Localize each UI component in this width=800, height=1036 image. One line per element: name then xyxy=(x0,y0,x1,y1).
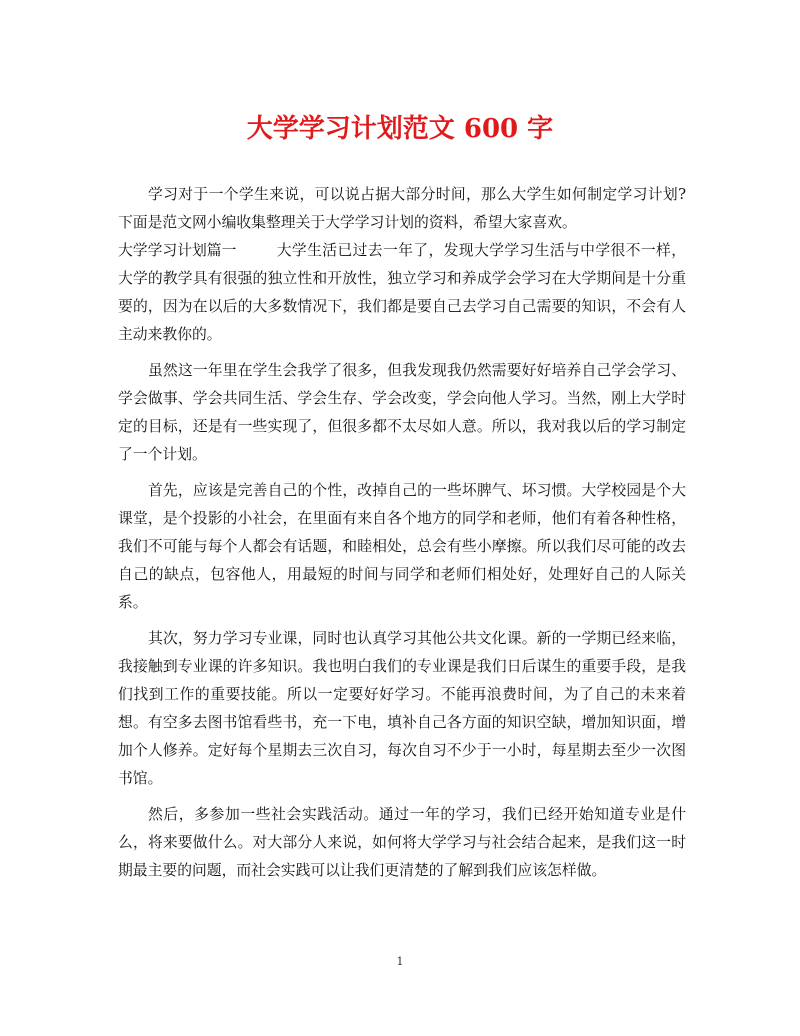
section-heading: 大学学习计划篇一 xyxy=(118,242,237,259)
page-number: 1 xyxy=(396,955,404,968)
paragraph-3: 首先，应该是完善自己的个性，改掉自己的一些坏脾气、坏习惯。大学校园是个大课堂，是个投影的小社会，在里面有来自各个地方的同学和老师，他们有着各种性格，我们不可能与每个人都会有话题，和睦相处，总会有些小摩擦。所以我们尽可能的改去自己的缺点，包容他人，用最短的时间与同学和老师们相处好，处理好自己的人际关系。 xyxy=(118,482,686,611)
document-body xyxy=(118,181,686,885)
intro-paragraph: 学习对于一个学生来说，可以说占据大部分时间，那么大学生如何制定学习计划?下面是范文网小编收集整理关于大学学习计划的资料，希望大家喜欢。 xyxy=(118,186,686,231)
document-title: 大学学习计划范文 600 字 xyxy=(246,114,554,144)
paragraph-4: 其次，努力学习专业课，同时也认真学习其他公共文化课。新的一学期已经来临，我接触到专业课的许多知识。我也明白我们的专业课是我们日后谋生的重要手段，是我们找到工作的重要技能。所以一定要好好学习。不能再浪费时间，为了自己的未来着想。有空多去图书馆看些书，充一下电，填补自己各方面的知识空缺，增加知识面，增加个人修养。定好每个星期去三次自习，每次自习不少于一小时，每星期去至少一次图书馆。 xyxy=(118,630,686,787)
section-paragraph-1 xyxy=(118,237,686,349)
paragraph-1-text: 大学生活已过去一年了，发现大学学习生活与中学很不一样，大学的教学具有很强的独立性和开放性，独立学习和养成学会学习在大学期间是十分重要的，因为在以后的大多数情况下，我们都是要自己去学习自己需要的知识，不会有人主动来教你的。 xyxy=(118,242,686,343)
paragraph-5: 然后，多参加一些社会实践活动。通过一年的学习，我们已经开始知道专业是什么，将来要做什么。对大部分人来说，如何将大学学习与社会结合起来，是我们这一时期最主要的问题，而社会实践可以让我们更清楚的了解到我们应该怎样做。 xyxy=(118,806,686,879)
paragraph-2: 虽然这一年里在学生会我学了很多，但我发现我仍然需要好好培养自己学会学习、学会做事、学会共同生活、学会生存、学会改变，学会向他人学习。当然，刚上大学时定的目标，还是有一些实现了，但很多都不太尽如人意。所以，我对我以后的学习制定了一个计划。 xyxy=(118,362,686,463)
